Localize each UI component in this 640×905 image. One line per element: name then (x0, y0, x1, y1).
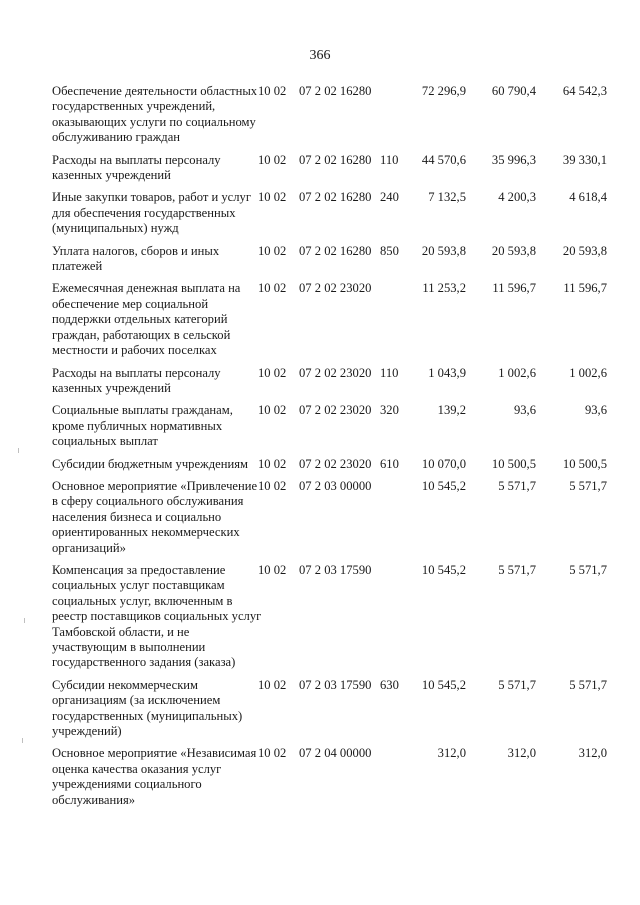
row-name: Уплата налогов, сборов и иных платежей (52, 243, 220, 274)
row-name: Ежемесячная денежная выплата на обеспечение мер социальной поддержки отдельных категорий граждан, работающих в сельской местности и рабочих поселках (52, 281, 241, 358)
budget-row (0, 244, 640, 275)
page-number: 366 (309, 48, 331, 63)
budget-row (0, 678, 640, 740)
row-section-code: 10 02 (258, 677, 287, 692)
row-target-code: 07 2 02 16280 (299, 152, 372, 167)
row-amount-year-1: 10 545,2 (421, 478, 466, 493)
row-amount-year-3: 93,6 (584, 403, 607, 418)
row-amount-year-3: 312,0 (578, 746, 607, 761)
row-amount-year-1: 10 545,2 (421, 677, 466, 692)
row-amount-year-3: 5 571,7 (569, 478, 607, 493)
row-section-code: 10 02 (258, 84, 287, 98)
row-section-code: 10 02 (258, 403, 287, 418)
row-amount-year-1: 44 570,6 (421, 152, 466, 167)
row-name: Основное мероприятие «Привлечение в сферу социального обслуживания населения бизнеса и социально ориентированных некоммерческих организаций» (52, 478, 258, 555)
budget-row (0, 403, 640, 449)
row-name: Обеспечение деятельности областных государственных учреждений, оказывающих услуги по социальному обслуживанию граждан (52, 84, 258, 145)
row-amount-year-3: 64 542,3 (562, 84, 607, 98)
row-target-code: 07 2 02 16280 (299, 190, 372, 205)
budget-row (0, 366, 640, 397)
row-amount-year-1: 10 070,0 (421, 456, 466, 471)
row-expense-type: 110 (380, 152, 399, 167)
scan-margin-mark (22, 738, 23, 743)
scan-margin-mark (18, 448, 19, 453)
row-section-code: 10 02 (258, 152, 287, 167)
row-amount-year-2: 11 596,7 (492, 281, 536, 296)
row-amount-year-3: 39 330,1 (562, 152, 607, 167)
row-amount-year-3: 10 500,5 (562, 456, 607, 471)
row-expense-type: 320 (380, 403, 399, 418)
budget-row (0, 457, 640, 472)
row-amount-year-2: 93,6 (513, 403, 536, 418)
row-amount-year-2: 10 500,5 (491, 456, 536, 471)
row-target-code: 07 2 03 17590 (299, 562, 372, 577)
row-amount-year-2: 5 571,7 (498, 677, 536, 692)
row-amount-year-3: 20 593,8 (562, 243, 607, 258)
row-amount-year-2: 20 593,8 (491, 243, 536, 258)
row-section-code: 10 02 (258, 190, 287, 205)
row-expense-type: 630 (380, 677, 399, 692)
row-amount-year-3: 5 571,7 (569, 562, 607, 577)
row-amount-year-1: 1 043,9 (428, 365, 466, 380)
budget-row (0, 281, 640, 358)
row-name: Расходы на выплаты персоналу казенных учреждений (52, 365, 221, 395)
budget-row (0, 84, 640, 146)
budget-row (0, 479, 640, 556)
budget-row (0, 746, 640, 808)
budget-row (0, 153, 640, 184)
row-amount-year-3: 1 002,6 (569, 365, 607, 380)
row-expense-type: 110 (380, 365, 399, 380)
row-name: Расходы на выплаты персоналу казенных учреждений (52, 152, 221, 183)
row-amount-year-1: 72 296,9 (421, 84, 466, 98)
row-amount-year-3: 11 596,7 (563, 281, 607, 296)
row-amount-year-2: 312,0 (507, 746, 536, 761)
row-name: Субсидии некоммерческим организациям (за исключением государственных (муниципальных) учреждений) (52, 677, 243, 739)
row-amount-year-2: 5 571,7 (498, 562, 536, 577)
row-target-code: 07 2 02 23020 (299, 281, 372, 296)
row-amount-year-1: 312,0 (437, 746, 466, 761)
row-target-code: 07 2 02 23020 (299, 403, 372, 418)
row-target-code: 07 2 02 16280 (299, 243, 372, 258)
row-amount-year-2: 60 790,4 (491, 84, 536, 98)
row-target-code: 07 2 04 00000 (299, 746, 372, 761)
budget-table (0, 84, 640, 808)
row-name: Субсидии бюджетным учреждениям (52, 456, 248, 471)
row-amount-year-2: 4 200,3 (498, 190, 536, 205)
row-amount-year-1: 20 593,8 (421, 243, 466, 258)
row-expense-type: 240 (380, 190, 399, 205)
row-target-code: 07 2 02 16280 (299, 84, 372, 98)
row-amount-year-1: 139,2 (437, 403, 466, 418)
row-name: Социальные выплаты гражданам, кроме публичных нормативных социальных выплат (52, 403, 233, 449)
row-name: Иные закупки товаров, работ и услуг для обеспечения государственных (муниципальных) нужд (52, 190, 252, 236)
scan-margin-mark (24, 618, 25, 623)
row-amount-year-2: 1 002,6 (498, 365, 536, 380)
row-target-code: 07 2 03 00000 (299, 478, 372, 493)
row-target-code: 07 2 02 23020 (299, 365, 372, 380)
row-amount-year-2: 5 571,7 (498, 478, 536, 493)
row-amount-year-3: 4 618,4 (569, 190, 607, 205)
row-target-code: 07 2 02 23020 (299, 456, 372, 471)
budget-row (0, 190, 640, 236)
row-section-code: 10 02 (258, 478, 287, 493)
row-name: Компенсация за предоставление социальных услуг поставщикам социальных услуг, включенным в реестр поставщиков социальных услуг Тамбовской области, и не участвующим в выполнении государственного задания (заказа) (52, 562, 262, 670)
budget-row (0, 563, 640, 671)
row-name: Основное мероприятие «Независимая оценка качества оказания услуг учреждениями социального обслуживания» (52, 746, 257, 807)
row-section-code: 10 02 (258, 456, 287, 471)
row-expense-type: 850 (380, 243, 399, 258)
row-target-code: 07 2 03 17590 (299, 677, 372, 692)
row-section-code: 10 02 (258, 281, 287, 296)
row-section-code: 10 02 (258, 746, 287, 761)
row-amount-year-3: 5 571,7 (569, 677, 607, 692)
row-amount-year-1: 11 253,2 (422, 281, 466, 296)
row-amount-year-2: 35 996,3 (491, 152, 536, 167)
row-section-code: 10 02 (258, 243, 287, 258)
row-amount-year-1: 10 545,2 (421, 562, 466, 577)
row-amount-year-1: 7 132,5 (428, 190, 466, 205)
row-expense-type: 610 (380, 456, 399, 471)
row-section-code: 10 02 (258, 365, 287, 380)
row-section-code: 10 02 (258, 562, 287, 577)
